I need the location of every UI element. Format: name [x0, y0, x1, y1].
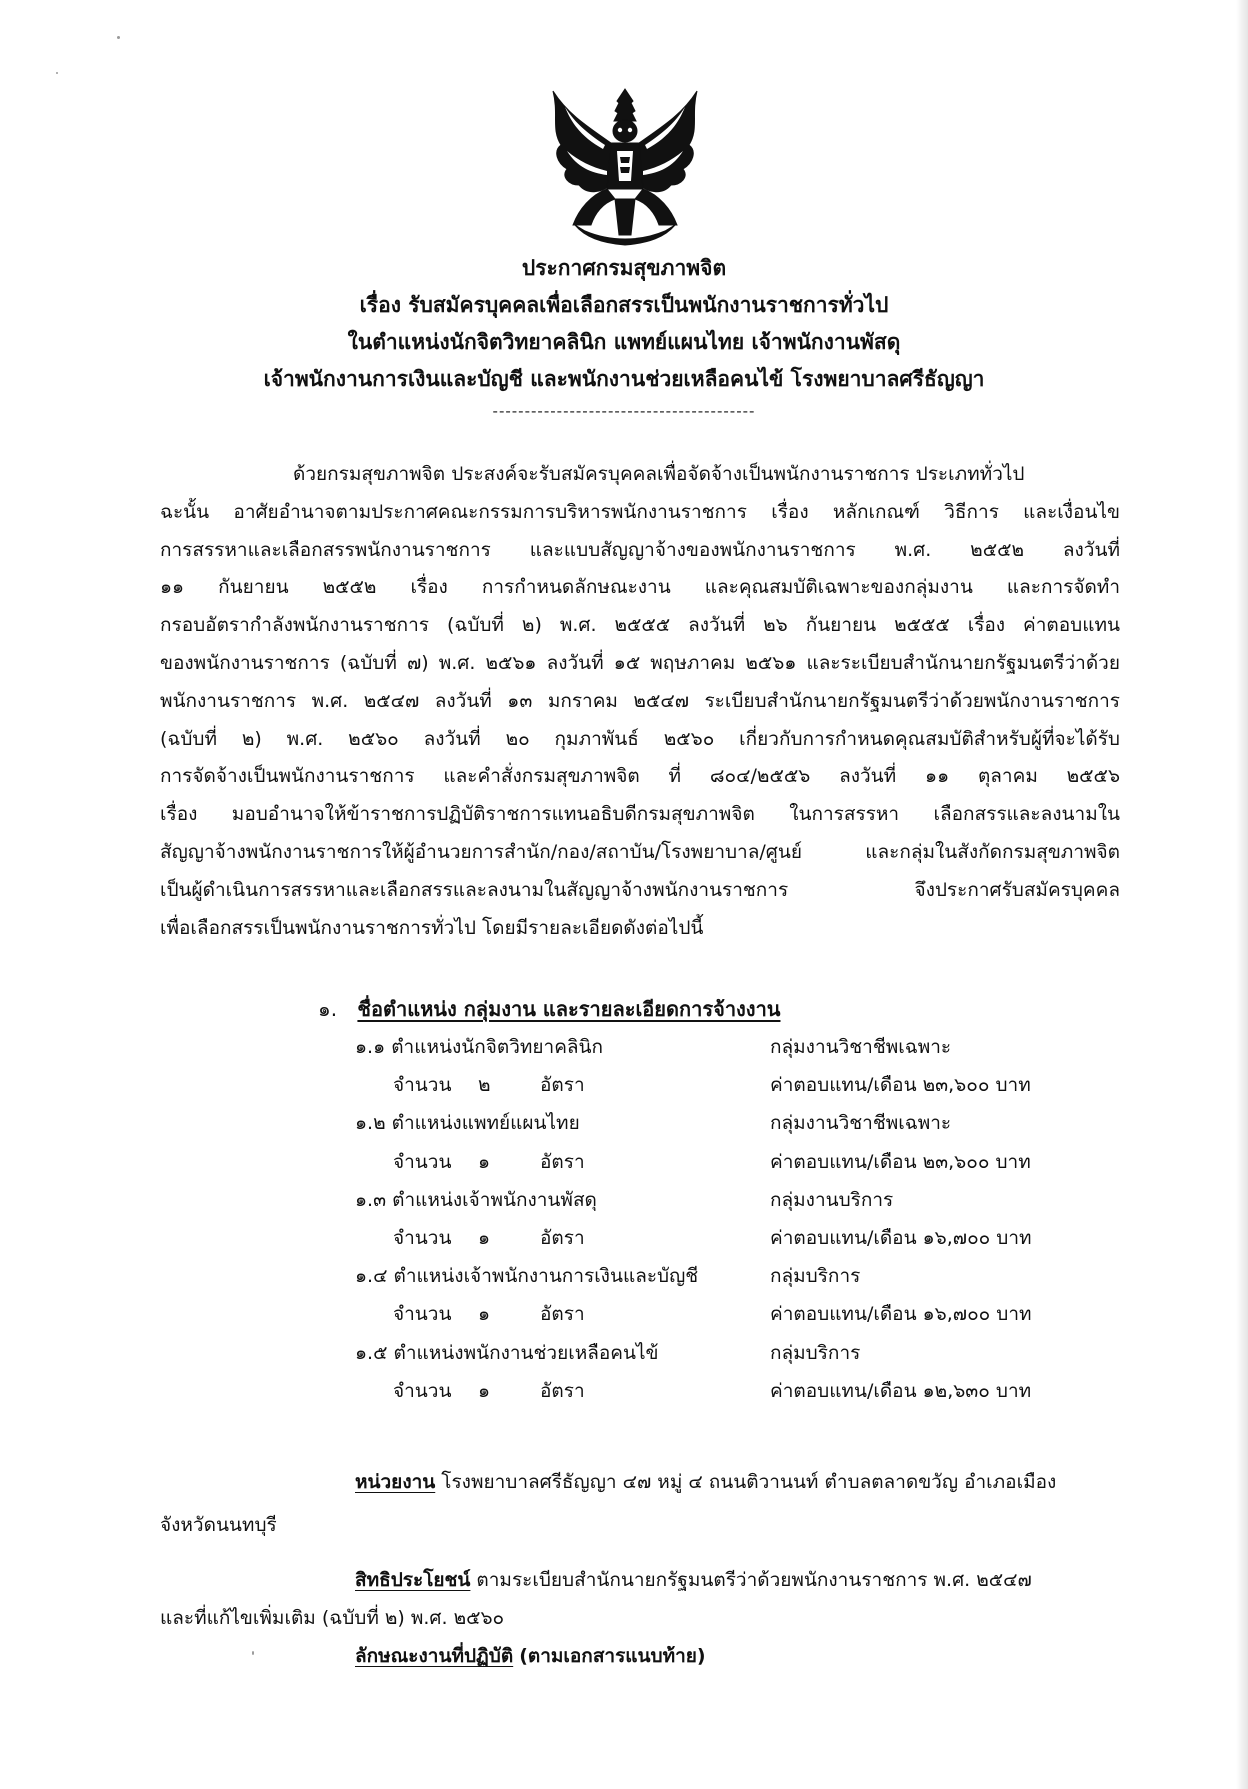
scan-speck [117, 36, 120, 39]
position-count-row [0, 1299, 1248, 1337]
benefits-label: สิทธิประโยชน์ [355, 1569, 471, 1591]
paragraph-line: พนักงานราชการ พ.ศ. ๒๕๔๗ ลงวันที่ ๑๓ มกราคม ๒๕๔๗ ระเบียบสำนักนายกรัฐมนตรีว่าด้วยพนักงานราชการ [160, 689, 1120, 712]
paragraph-line: เรื่อง มอบอำนาจให้ข้าราชการปฏิบัติราชการแทนอธิบดีกรมสุขภาพจิต ในการสรรหา เลือกสรรและลงนามใน [160, 803, 1120, 826]
paragraph-line: กรอบอัตรากำลังพนักงานราชการ (ฉบับที่ ๒) พ.ศ. ๒๕๕๕ ลงวันที่ ๒๖ กันยายน ๒๕๕๕ เรื่อง ค่าตอบแทน [160, 614, 1120, 637]
position-group: กลุ่มงานวิชาชีพเฉพาะ [770, 1036, 952, 1058]
position-group: กลุ่มบริการ [770, 1265, 861, 1288]
position-count-row [0, 1070, 1248, 1108]
paragraph-line: สัญญาจ้างพนักงานราชการให้ผู้อำนวยการสำนัก/กอง/สถาบัน/โรงพยาบาล/ศูนย์ และกลุ่มในสังกัดกรมสุขภาพจิต [160, 840, 1120, 863]
paragraph-line: (ฉบับที่ ๒) พ.ศ. ๒๕๖๐ ลงวันที่ ๒๐ กุมภาพันธ์ ๒๕๖๐ เกี่ยวกับการกำหนดคุณสมบัติสำหรับผู้ที่จะได้รับ [160, 727, 1120, 750]
count-value: ๑ [478, 1226, 491, 1249]
paragraph-line: เป็นผู้ดำเนินการสรรหาและเลือกสรรและลงนามในสัญญาจ้างพนักงานราชการ จึงประกาศรับสมัครบุคคล [160, 878, 1120, 901]
paragraph-line: ของพนักงานราชการ (ฉบับที่ ๗) พ.ศ. ๒๕๖๑ ลงวันที่ ๑๕ พฤษภาคม ๒๕๖๑ และระเบียบสำนักนายกรัฐมนตรีว่าด้วย [160, 651, 1120, 674]
count-unit: อัตรา [540, 1074, 585, 1097]
count-unit: อัตรา [540, 1379, 585, 1402]
title-separator: ----------------------------------------- [492, 402, 756, 420]
position-title: ๑.๓ ตำแหน่งเจ้าพนักงานพัสดุ [355, 1188, 597, 1211]
duties-text: (ตามเอกสารแนบท้าย) [519, 1645, 706, 1667]
subject-line: เรื่อง รับสมัครบุคคลเพื่อเลือกสรรเป็นพนักงานราชการทั่วไป [359, 293, 889, 317]
position-row [0, 1108, 1248, 1146]
unit-text: โรงพยาบาลศรีธัญญา ๔๗ หมู่ ๔ ถนนติวานนท์ ตำบลตลาดขวัญ อำเภอเมือง [441, 1471, 1057, 1493]
section-title: ชื่อตำแหน่ง กลุ่มงาน และรายละเอียดการจ้างงาน [357, 997, 781, 1021]
unit-line [355, 1467, 1056, 1497]
benefits-text: ตามระเบียบสำนักนายกรัฐมนตรีว่าด้วยพนักงานราชการ พ.ศ. ๒๕๔๗ [476, 1569, 1032, 1591]
position-pay: ค่าตอบแทน/เดือน ๑๖,๗๐๐ บาท [770, 1303, 1032, 1326]
count-label: จำนวน [393, 1303, 452, 1326]
count-label: จำนวน [393, 1150, 452, 1173]
section-heading [318, 993, 780, 1025]
duties-line [355, 1641, 706, 1671]
paragraph-line: เพื่อเลือกสรรเป็นพนักงานราชการทั่วไป โดยมีรายละเอียดดังต่อไปนี้ [160, 916, 704, 939]
position-count-row [0, 1376, 1248, 1414]
position-title: ๑.๒ ตำแหน่งแพทย์แผนไทย [355, 1112, 580, 1135]
position-pay: ค่าตอบแทน/เดือน ๑๒,๖๓๐ บาท [770, 1379, 1032, 1402]
count-label: จำนวน [393, 1074, 452, 1097]
position-pay: ค่าตอบแทน/เดือน ๒๓,๖๐๐ บาท [770, 1150, 1031, 1173]
count-unit: อัตรา [540, 1150, 585, 1173]
document-title: ประกาศกรมสุขภาพจิต [521, 256, 727, 280]
position-title: ๑.๑ ตำแหน่งนักจิตวิทยาคลินิก [355, 1036, 604, 1058]
count-label: จำนวน [393, 1379, 452, 1402]
position-pay: ค่าตอบแทน/เดือน ๒๓,๖๐๐ บาท [770, 1074, 1031, 1097]
position-count-row [0, 1223, 1248, 1261]
garuda-emblem-icon [545, 85, 705, 250]
count-value: ๑ [478, 1379, 491, 1402]
count-unit: อัตรา [540, 1226, 585, 1249]
benefits-line-cont: และที่แก้ไขเพิ่มเติม (ฉบับที่ ๒) พ.ศ. ๒๕๖๐ [160, 1607, 505, 1629]
scan-speck [252, 1651, 254, 1655]
position-pay: ค่าตอบแทน/เดือน ๑๖,๗๐๐ บาท [770, 1226, 1032, 1249]
paragraph-line: ด้วยกรมสุขภาพจิต ประสงค์จะรับสมัครบุคคลเพื่อจัดจ้างเป็นพนักงานราชการ ประเภททั่วไป [293, 463, 1025, 485]
count-value: ๑ [478, 1150, 491, 1173]
position-row [0, 1338, 1248, 1376]
paragraph-line: การจัดจ้างเป็นพนักงานราชการ และคำสั่งกรมสุขภาพจิต ที่ ๘๐๔/๒๕๕๖ ลงวันที่ ๑๑ ตุลาคม ๒๕๕๖ [160, 765, 1120, 788]
duties-label: ลักษณะงานที่ปฏิบัติ [355, 1645, 514, 1667]
intro-paragraph [160, 456, 1120, 947]
subject-line: เจ้าพนักงานการเงินและบัญชี และพนักงานช่วยเหลือคนไข้ โรงพยาบาลศรีธัญญา [263, 367, 985, 391]
paragraph-line: ฉะนั้น อาศัยอำนาจตามประกาศคณะกรรมการบริหารพนักงานราชการ เรื่อง หลักเกณฑ์ วิธีการ และเงื่อนไข [160, 500, 1120, 523]
paragraph-line: การสรรหาและเลือกสรรพนักงานราชการ และแบบสัญญาจ้างของพนักงานราชการ พ.ศ. ๒๕๕๒ ลงวันที่ [160, 538, 1120, 561]
position-count-row [0, 1147, 1248, 1185]
position-group: กลุ่มบริการ [770, 1341, 861, 1364]
position-group: กลุ่มงานวิชาชีพเฉพาะ [770, 1112, 952, 1135]
position-title: ๑.๕ ตำแหน่งพนักงานช่วยเหลือคนไข้ [355, 1341, 659, 1364]
subject-line: ในตำแหน่งนักจิตวิทยาคลินิก แพทย์แผนไทย เจ้าพนักงานพัสดุ [347, 330, 901, 354]
position-row [0, 1185, 1248, 1223]
unit-line-cont: จังหวัดนนทบุรี [160, 1514, 277, 1536]
position-row [0, 1261, 1248, 1299]
count-value: ๑ [478, 1303, 491, 1326]
section-number: ๑. [318, 997, 338, 1021]
count-unit: อัตรา [540, 1303, 585, 1326]
paragraph-line: ๑๑ กันยายน ๒๕๕๒ เรื่อง การกำหนดลักษณะงาน และคุณสมบัติเฉพาะของกลุ่มงาน และการจัดทำ [160, 576, 1120, 599]
count-label: จำนวน [393, 1226, 452, 1249]
scan-speck [56, 72, 58, 74]
unit-label: หน่วยงาน [355, 1471, 436, 1493]
position-row [0, 1032, 1248, 1070]
position-title: ๑.๔ ตำแหน่งเจ้าพนักงานการเงินและบัญชี [355, 1265, 699, 1288]
benefits-line [355, 1565, 1032, 1595]
positions-list [0, 1032, 1248, 1414]
position-group: กลุ่มงานบริการ [770, 1188, 894, 1211]
count-value: ๒ [478, 1074, 491, 1097]
